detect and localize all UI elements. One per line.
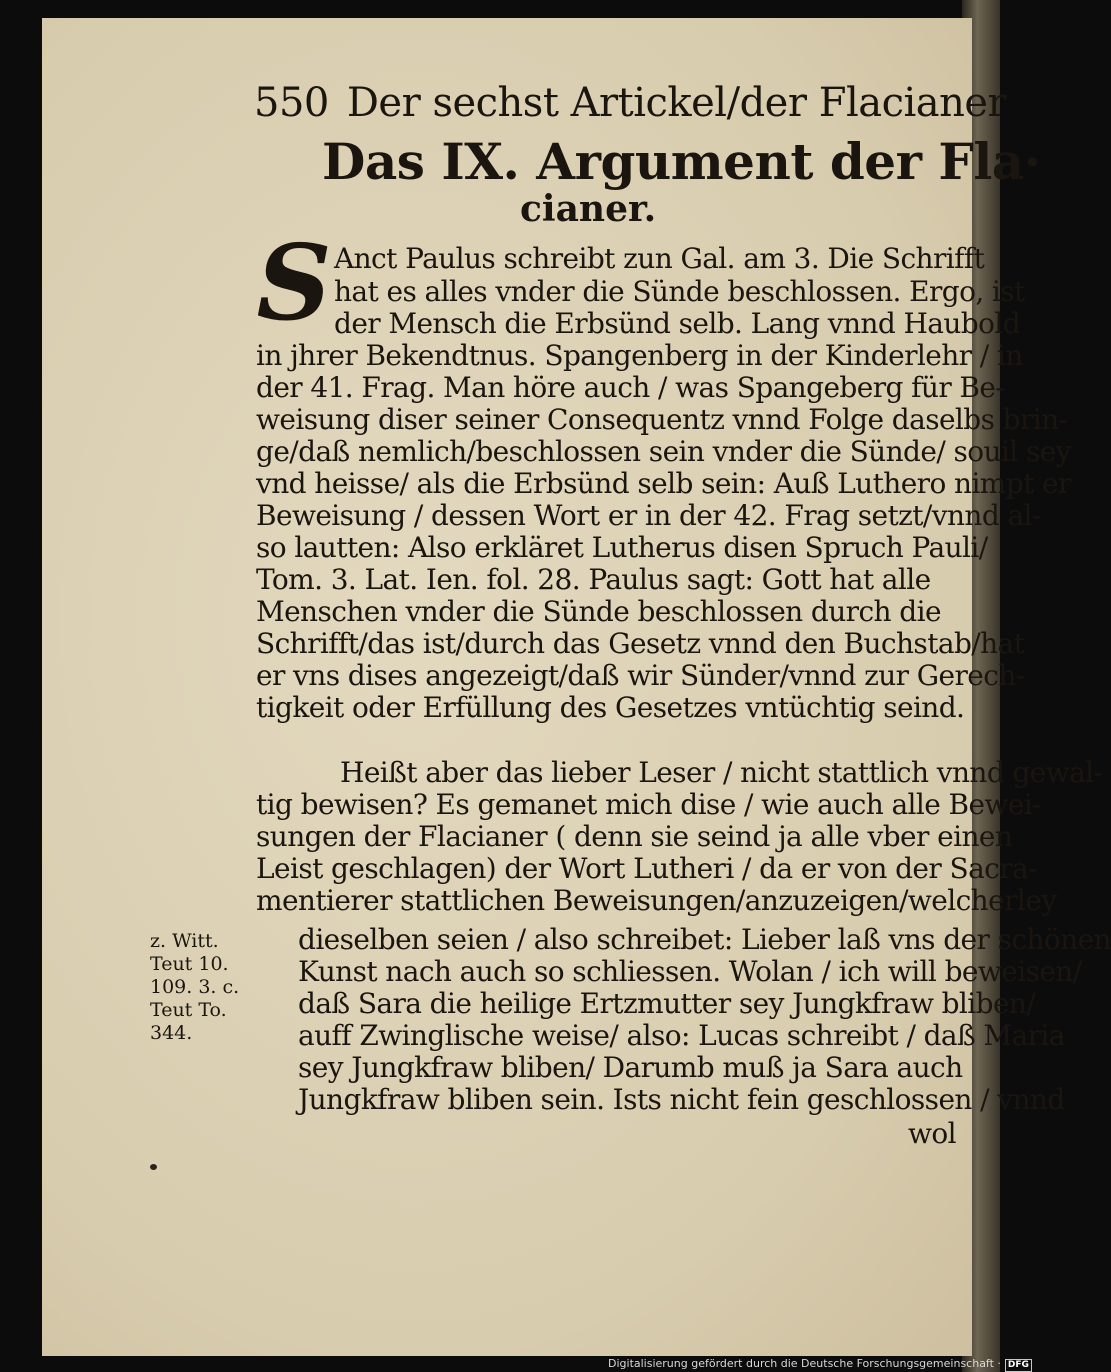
dfg-logo-icon: DFG (1005, 1359, 1032, 1372)
text-line: Schrifft/das ist/durch das Gesetz vnnd den Buchstab/hat (256, 627, 1025, 660)
text-line: hat es alles vnder die Sünde beschlossen. Ergo, ist (334, 275, 1025, 308)
text-line: weisung diser seiner Consequentz vnnd Folge daselbs brin- (256, 403, 1068, 436)
ink-speck (150, 1164, 157, 1170)
text-line: der 41. Frag. Man höre auch / was Spangeberg für Be- (256, 371, 1005, 404)
text-line: Jungkfraw bliben sein. Ists nicht fein geschlossen / vnnd (298, 1083, 1065, 1116)
text-line: Leist geschlagen) der Wort Lutheri / da er von der Sacra- (256, 852, 1037, 885)
text-line: Beweisung / dessen Wort er in der 42. Frag setzt/vnnd al- (256, 499, 1041, 532)
text-line: er vns dises angezeigt/daß wir Sünder/vnnd zur Gerech- (256, 659, 1025, 692)
text-line: auff Zwinglische weise/ also: Lucas schreibt / daß Maria (298, 1019, 1065, 1052)
text-line: tig bewisen? Es gemanet mich dise / wie auch alle Bewei- (256, 788, 1042, 821)
text-line: Anct Paulus schreibt zun Gal. am 3. Die Schrifft (334, 242, 985, 275)
text-line: Menschen vnder die Sünde beschlossen durch die (256, 595, 941, 628)
text-line: Heißt aber das lieber Leser / nicht stattlich vnnd gewal- (340, 756, 1103, 789)
text-line: vnd heisse/ als die Erbsünd selb sein: Auß Luthero nimpt er (256, 467, 1071, 500)
drop-cap: S (256, 221, 332, 344)
section-title: Das IX. Argument der Fla· (322, 132, 1041, 191)
text-line: Tom. 3. Lat. Ien. fol. 28. Paulus sagt: Gott hat alle (256, 563, 931, 596)
text-line: der Mensch die Erbsünd selb. Lang vnnd Haubold (334, 307, 1021, 340)
text-line: daß Sara die heilige Ertzmutter sey Jungkfraw bliben/ (298, 987, 1036, 1020)
section-title-continued: cianer. (520, 188, 657, 230)
page-number: 550 (254, 80, 329, 126)
text-line: dieselben seien / also schreibet: Lieber laß vns der schönen (298, 923, 1111, 956)
text-line: ge/daß nemlich/beschlossen sein vnder die Sünde/ souil sey (256, 435, 1071, 468)
running-header (254, 80, 1006, 126)
margin-note: Teut 10. (150, 953, 229, 975)
margin-note: 344. (150, 1022, 193, 1044)
catchword: wol (908, 1117, 956, 1150)
margin-note: 109. 3. c. (150, 976, 240, 998)
text-line: in jhrer Bekendtnus. Spangenberg in der Kinderlehr / in (256, 339, 1023, 372)
margin-note: z. Witt. (150, 930, 219, 952)
text-line: Kunst nach auch so schliessen. Wolan / ich will beweisen/ (298, 955, 1082, 988)
text-line: sey Jungkfraw bliben/ Darumb muß ja Sara auch (298, 1051, 963, 1084)
credit-text: Digitalisierung gefördert durch die Deutsche Forschungsgemeinschaft · (608, 1357, 1001, 1370)
digitization-credit (608, 1357, 1032, 1372)
text-line: sungen der Flacianer ( denn sie seind ja alle vber einen (256, 820, 1013, 853)
margin-note: Teut To. (150, 999, 227, 1021)
text-line: so lautten: Also erkläret Lutherus disen Spruch Pauli/ (256, 531, 988, 564)
running-title: Der sechst Artickel/der Flacianer (346, 80, 1007, 126)
text-line: tigkeit oder Erfüllung des Gesetzes vntüchtig seind. (256, 691, 965, 724)
text-line: mentierer stattlichen Beweisungen/anzuzeigen/welcherley (256, 884, 1057, 917)
